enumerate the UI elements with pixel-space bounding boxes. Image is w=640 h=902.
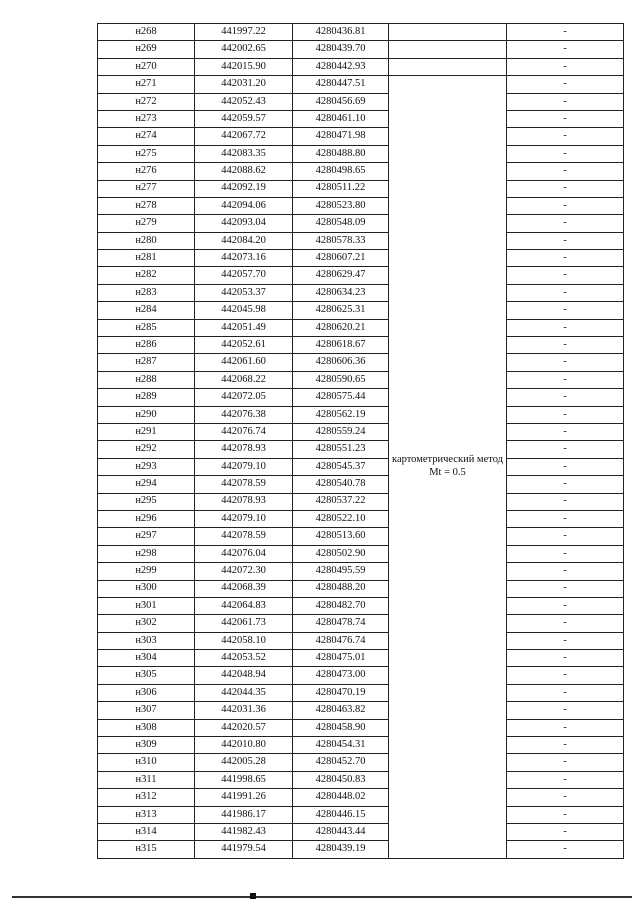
accuracy-value-cell: -: [507, 337, 624, 354]
point-name-cell: н295: [98, 493, 195, 510]
table-row: [98, 493, 624, 510]
table-row: [98, 354, 624, 371]
point-name-cell: н312: [98, 789, 195, 806]
y-coordinate-cell: 4280470.19: [293, 684, 389, 701]
x-coordinate-cell: 441982.43: [195, 823, 293, 840]
point-name-cell: н304: [98, 650, 195, 667]
x-coordinate-cell: 442078.93: [195, 441, 293, 458]
table-row: [98, 650, 624, 667]
point-name-cell: н302: [98, 615, 195, 632]
y-coordinate-cell: 4280545.37: [293, 458, 389, 475]
x-coordinate-cell: 442052.43: [195, 93, 293, 110]
table-row: [98, 458, 624, 475]
accuracy-value-cell: -: [507, 406, 624, 423]
y-coordinate-cell: 4280522.10: [293, 510, 389, 527]
point-name-cell: н280: [98, 232, 195, 249]
y-coordinate-cell: 4280606.36: [293, 354, 389, 371]
table-row: [98, 93, 624, 110]
table-row: [98, 163, 624, 180]
accuracy-value-cell: -: [507, 510, 624, 527]
table-row: [98, 580, 624, 597]
point-name-cell: н279: [98, 215, 195, 232]
x-coordinate-cell: 442072.30: [195, 563, 293, 580]
x-coordinate-cell: 442078.93: [195, 493, 293, 510]
point-name-cell: н291: [98, 423, 195, 440]
x-coordinate-cell: 442061.60: [195, 354, 293, 371]
y-coordinate-cell: 4280450.83: [293, 771, 389, 788]
table-row: [98, 841, 624, 858]
point-name-cell: н296: [98, 510, 195, 527]
accuracy-value-cell: -: [507, 806, 624, 823]
accuracy-value-cell: -: [507, 684, 624, 701]
x-coordinate-cell: 442044.35: [195, 684, 293, 701]
y-coordinate-cell: 4280620.21: [293, 319, 389, 336]
y-coordinate-cell: 4280456.69: [293, 93, 389, 110]
accuracy-value-cell: -: [507, 667, 624, 684]
coordinates-table: [97, 23, 624, 859]
y-coordinate-cell: 4280618.67: [293, 337, 389, 354]
x-coordinate-cell: 442079.10: [195, 458, 293, 475]
method-note-cell: картометрический метод Mt = 0.5: [389, 76, 507, 859]
point-name-cell: н305: [98, 667, 195, 684]
table-row: [98, 597, 624, 614]
point-name-cell: н303: [98, 632, 195, 649]
table-row: [98, 632, 624, 649]
accuracy-value-cell: -: [507, 302, 624, 319]
table-row: [98, 319, 624, 336]
accuracy-value-cell: -: [507, 128, 624, 145]
y-coordinate-cell: 4280511.22: [293, 180, 389, 197]
point-name-cell: н269: [98, 41, 195, 58]
x-coordinate-cell: 442068.39: [195, 580, 293, 597]
point-name-cell: н298: [98, 545, 195, 562]
table-row: [98, 563, 624, 580]
point-name-cell: н276: [98, 163, 195, 180]
accuracy-value-cell: -: [507, 719, 624, 736]
accuracy-value-cell: -: [507, 771, 624, 788]
y-coordinate-cell: 4280578.33: [293, 232, 389, 249]
table-row: [98, 702, 624, 719]
point-name-cell: н270: [98, 58, 195, 75]
y-coordinate-cell: 4280548.09: [293, 215, 389, 232]
table-row: [98, 476, 624, 493]
x-coordinate-cell: 442073.16: [195, 250, 293, 267]
table-row: [98, 545, 624, 562]
x-coordinate-cell: 442048.94: [195, 667, 293, 684]
accuracy-value-cell: -: [507, 145, 624, 162]
accuracy-value-cell: -: [507, 371, 624, 388]
y-coordinate-cell: 4280502.90: [293, 545, 389, 562]
point-name-cell: н287: [98, 354, 195, 371]
y-coordinate-cell: 4280439.70: [293, 41, 389, 58]
table-row: [98, 215, 624, 232]
y-coordinate-cell: 4280476.74: [293, 632, 389, 649]
point-name-cell: н271: [98, 76, 195, 93]
table-row: [98, 441, 624, 458]
y-coordinate-cell: 4280478.74: [293, 615, 389, 632]
table-row: [98, 406, 624, 423]
y-coordinate-cell: 4280452.70: [293, 754, 389, 771]
point-name-cell: н281: [98, 250, 195, 267]
table-row: [98, 180, 624, 197]
table-row: [98, 771, 624, 788]
y-coordinate-cell: 4280443.44: [293, 823, 389, 840]
point-name-cell: н301: [98, 597, 195, 614]
table-row: [98, 76, 624, 93]
y-coordinate-cell: 4280551.23: [293, 441, 389, 458]
x-coordinate-cell: 442020.57: [195, 719, 293, 736]
y-coordinate-cell: 4280475.01: [293, 650, 389, 667]
accuracy-value-cell: -: [507, 250, 624, 267]
x-coordinate-cell: 442093.04: [195, 215, 293, 232]
y-coordinate-cell: 4280607.21: [293, 250, 389, 267]
point-name-cell: н274: [98, 128, 195, 145]
x-coordinate-cell: 442045.98: [195, 302, 293, 319]
point-name-cell: н299: [98, 563, 195, 580]
table-row: [98, 684, 624, 701]
x-coordinate-cell: 442010.80: [195, 737, 293, 754]
x-coordinate-cell: 441991.26: [195, 789, 293, 806]
table-row: [98, 789, 624, 806]
accuracy-value-cell: -: [507, 215, 624, 232]
table-row: [98, 128, 624, 145]
accuracy-value-cell: -: [507, 528, 624, 545]
table-row: [98, 41, 624, 58]
y-coordinate-cell: 4280447.51: [293, 76, 389, 93]
point-name-cell: н286: [98, 337, 195, 354]
accuracy-value-cell: -: [507, 24, 624, 41]
accuracy-value-cell: -: [507, 197, 624, 214]
x-coordinate-cell: 442053.52: [195, 650, 293, 667]
table-row: [98, 719, 624, 736]
accuracy-value-cell: -: [507, 545, 624, 562]
x-coordinate-cell: 442067.72: [195, 128, 293, 145]
point-name-cell: н315: [98, 841, 195, 858]
x-coordinate-cell: 442083.35: [195, 145, 293, 162]
y-coordinate-cell: 4280495.59: [293, 563, 389, 580]
accuracy-value-cell: -: [507, 284, 624, 301]
accuracy-value-cell: -: [507, 441, 624, 458]
table-row: [98, 806, 624, 823]
accuracy-value-cell: -: [507, 841, 624, 858]
x-coordinate-cell: 442005.28: [195, 754, 293, 771]
x-coordinate-cell: 442051.49: [195, 319, 293, 336]
accuracy-value-cell: -: [507, 267, 624, 284]
point-name-cell: н289: [98, 389, 195, 406]
y-coordinate-cell: 4280625.31: [293, 302, 389, 319]
accuracy-value-cell: -: [507, 76, 624, 93]
accuracy-value-cell: -: [507, 458, 624, 475]
y-coordinate-cell: 4280458.90: [293, 719, 389, 736]
x-coordinate-cell: 442088.62: [195, 163, 293, 180]
point-name-cell: н268: [98, 24, 195, 41]
table-row: [98, 823, 624, 840]
y-coordinate-cell: 4280540.78: [293, 476, 389, 493]
table-row: [98, 145, 624, 162]
table-row: [98, 24, 624, 41]
y-coordinate-cell: 4280629.47: [293, 267, 389, 284]
y-coordinate-cell: 4280471.98: [293, 128, 389, 145]
table-row: [98, 302, 624, 319]
y-coordinate-cell: 4280488.20: [293, 580, 389, 597]
accuracy-value-cell: -: [507, 354, 624, 371]
x-coordinate-cell: 441986.17: [195, 806, 293, 823]
point-name-cell: н273: [98, 110, 195, 127]
table-row: [98, 284, 624, 301]
table-row: [98, 389, 624, 406]
y-coordinate-cell: 4280482.70: [293, 597, 389, 614]
point-name-cell: н292: [98, 441, 195, 458]
x-coordinate-cell: 442002.65: [195, 41, 293, 58]
accuracy-value-cell: -: [507, 180, 624, 197]
accuracy-value-cell: -: [507, 563, 624, 580]
coordinates-table-body: [98, 24, 624, 859]
point-name-cell: н294: [98, 476, 195, 493]
accuracy-value-cell: -: [507, 650, 624, 667]
y-coordinate-cell: 4280537.22: [293, 493, 389, 510]
accuracy-value-cell: -: [507, 754, 624, 771]
table-row: [98, 615, 624, 632]
y-coordinate-cell: 4280634.23: [293, 284, 389, 301]
accuracy-value-cell: -: [507, 423, 624, 440]
table-row: [98, 110, 624, 127]
table-row: [98, 250, 624, 267]
x-coordinate-cell: 441997.22: [195, 24, 293, 41]
x-coordinate-cell: 442059.57: [195, 110, 293, 127]
table-row: [98, 337, 624, 354]
point-name-cell: н300: [98, 580, 195, 597]
method-empty-cell: [389, 41, 507, 58]
x-coordinate-cell: 442072.05: [195, 389, 293, 406]
point-name-cell: н308: [98, 719, 195, 736]
point-name-cell: н284: [98, 302, 195, 319]
x-coordinate-cell: 442076.04: [195, 545, 293, 562]
y-coordinate-cell: 4280463.82: [293, 702, 389, 719]
table-row: [98, 510, 624, 527]
point-name-cell: н275: [98, 145, 195, 162]
x-coordinate-cell: 442068.22: [195, 371, 293, 388]
accuracy-value-cell: -: [507, 702, 624, 719]
y-coordinate-cell: 4280575.44: [293, 389, 389, 406]
y-coordinate-cell: 4280454.31: [293, 737, 389, 754]
x-coordinate-cell: 442092.19: [195, 180, 293, 197]
y-coordinate-cell: 4280461.10: [293, 110, 389, 127]
accuracy-value-cell: -: [507, 615, 624, 632]
point-name-cell: н285: [98, 319, 195, 336]
accuracy-value-cell: -: [507, 93, 624, 110]
coordinates-document: [97, 23, 623, 859]
page-bottom-rule: [12, 896, 632, 898]
x-coordinate-cell: 442084.20: [195, 232, 293, 249]
accuracy-value-cell: -: [507, 476, 624, 493]
accuracy-value-cell: -: [507, 319, 624, 336]
point-name-cell: н272: [98, 93, 195, 110]
accuracy-value-cell: -: [507, 58, 624, 75]
x-coordinate-cell: 442076.38: [195, 406, 293, 423]
table-row: [98, 371, 624, 388]
y-coordinate-cell: 4280473.00: [293, 667, 389, 684]
y-coordinate-cell: 4280562.19: [293, 406, 389, 423]
y-coordinate-cell: 4280439.19: [293, 841, 389, 858]
x-coordinate-cell: 441998.65: [195, 771, 293, 788]
point-name-cell: н290: [98, 406, 195, 423]
table-row: [98, 737, 624, 754]
y-coordinate-cell: 4280523.80: [293, 197, 389, 214]
table-row: [98, 423, 624, 440]
accuracy-value-cell: -: [507, 580, 624, 597]
point-name-cell: н282: [98, 267, 195, 284]
x-coordinate-cell: 442061.73: [195, 615, 293, 632]
y-coordinate-cell: 4280446.15: [293, 806, 389, 823]
x-coordinate-cell: 442094.06: [195, 197, 293, 214]
point-name-cell: н310: [98, 754, 195, 771]
x-coordinate-cell: 442064.83: [195, 597, 293, 614]
y-coordinate-cell: 4280590.65: [293, 371, 389, 388]
y-coordinate-cell: 4280488.80: [293, 145, 389, 162]
point-name-cell: н306: [98, 684, 195, 701]
accuracy-value-cell: -: [507, 737, 624, 754]
y-coordinate-cell: 4280498.65: [293, 163, 389, 180]
x-coordinate-cell: 442078.59: [195, 476, 293, 493]
accuracy-value-cell: -: [507, 163, 624, 180]
point-name-cell: н288: [98, 371, 195, 388]
x-coordinate-cell: 442052.61: [195, 337, 293, 354]
scan-mark: [250, 893, 256, 899]
table-row: [98, 667, 624, 684]
y-coordinate-cell: 4280436.81: [293, 24, 389, 41]
x-coordinate-cell: 442079.10: [195, 510, 293, 527]
table-row: [98, 528, 624, 545]
point-name-cell: н307: [98, 702, 195, 719]
accuracy-value-cell: -: [507, 232, 624, 249]
table-row: [98, 232, 624, 249]
accuracy-value-cell: -: [507, 823, 624, 840]
x-coordinate-cell: 442031.20: [195, 76, 293, 93]
point-name-cell: н313: [98, 806, 195, 823]
point-name-cell: н314: [98, 823, 195, 840]
y-coordinate-cell: 4280448.02: [293, 789, 389, 806]
method-empty-cell: [389, 24, 507, 41]
x-coordinate-cell: 442078.59: [195, 528, 293, 545]
y-coordinate-cell: 4280559.24: [293, 423, 389, 440]
accuracy-value-cell: -: [507, 41, 624, 58]
accuracy-value-cell: -: [507, 597, 624, 614]
x-coordinate-cell: 442057.70: [195, 267, 293, 284]
x-coordinate-cell: 442076.74: [195, 423, 293, 440]
point-name-cell: н283: [98, 284, 195, 301]
accuracy-value-cell: -: [507, 789, 624, 806]
table-row: [98, 267, 624, 284]
accuracy-value-cell: -: [507, 389, 624, 406]
y-coordinate-cell: 4280513.60: [293, 528, 389, 545]
table-row: [98, 58, 624, 75]
point-name-cell: н277: [98, 180, 195, 197]
point-name-cell: н297: [98, 528, 195, 545]
accuracy-value-cell: -: [507, 493, 624, 510]
x-coordinate-cell: 442053.37: [195, 284, 293, 301]
point-name-cell: н311: [98, 771, 195, 788]
x-coordinate-cell: 442058.10: [195, 632, 293, 649]
point-name-cell: н278: [98, 197, 195, 214]
point-name-cell: н293: [98, 458, 195, 475]
y-coordinate-cell: 4280442.93: [293, 58, 389, 75]
x-coordinate-cell: 441979.54: [195, 841, 293, 858]
table-row: [98, 754, 624, 771]
method-empty-cell: [389, 58, 507, 75]
x-coordinate-cell: 442015.90: [195, 58, 293, 75]
table-row: [98, 197, 624, 214]
point-name-cell: н309: [98, 737, 195, 754]
accuracy-value-cell: -: [507, 110, 624, 127]
x-coordinate-cell: 442031.36: [195, 702, 293, 719]
accuracy-value-cell: -: [507, 632, 624, 649]
